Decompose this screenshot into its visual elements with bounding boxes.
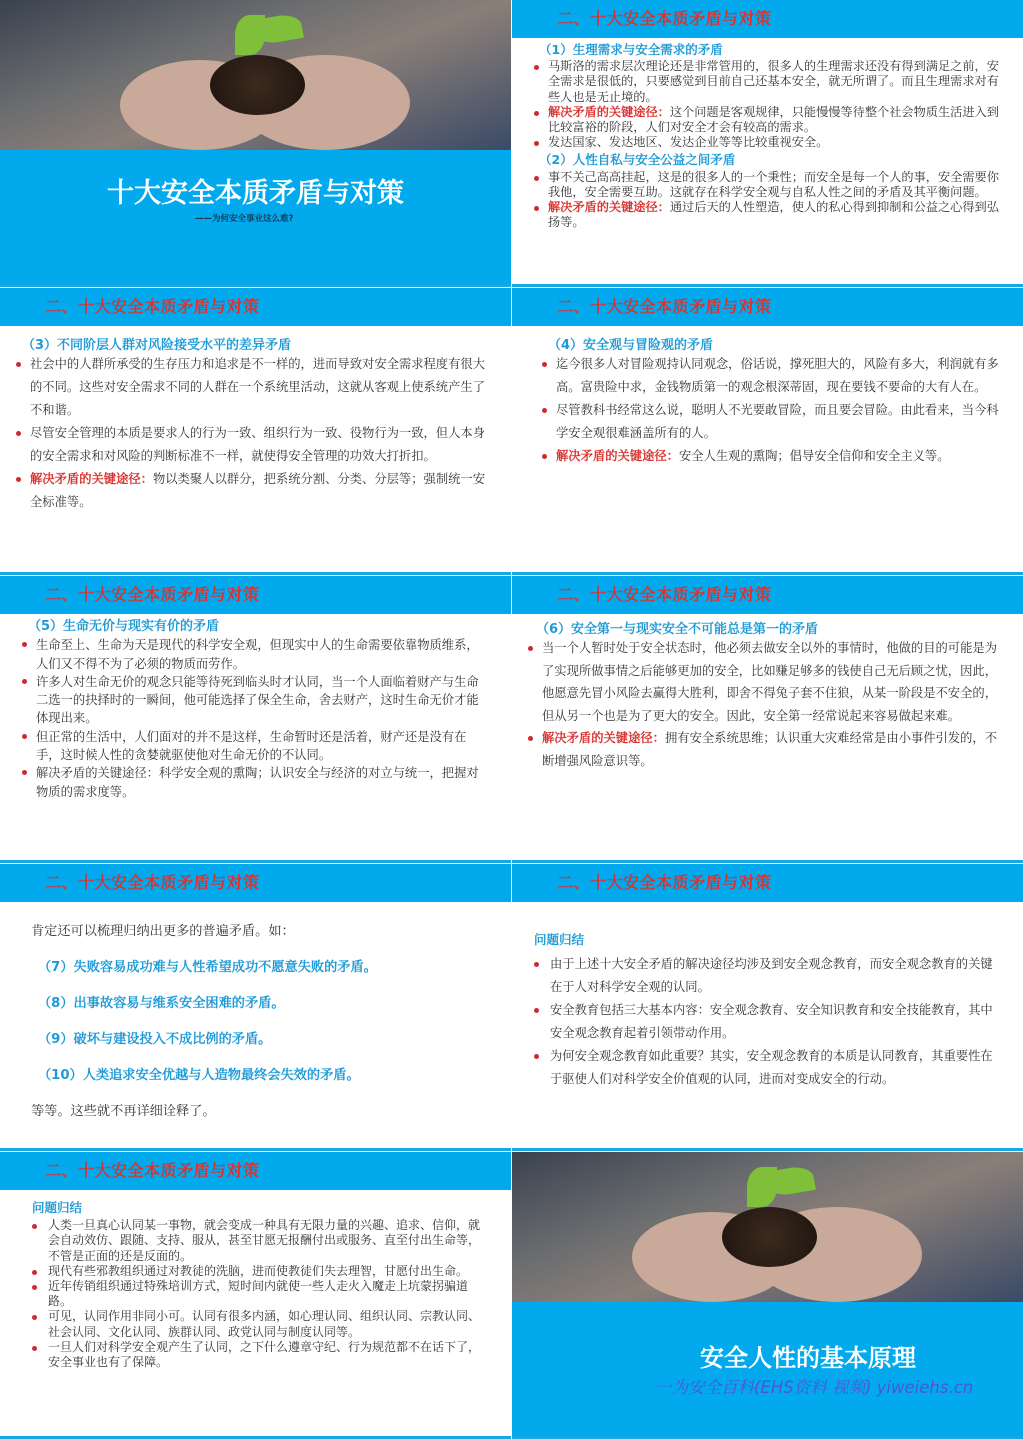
subheading: （1）生理需求与安全需求的矛盾 [539,42,723,57]
hands-seedling-photo [512,1152,1023,1302]
slide-title: 二、十大安全本质矛盾与对策 [45,1161,260,1180]
bullet: 但正常的生活中，人们面对的并不是这样，生命暂时还是活着，财产还是没有在手，这时候人性的贪婪就驱使他对生命无价的不认同。 [22,728,489,765]
cover-title: 十大安全本质矛盾与对策 [107,178,404,209]
bullet: 发达国家、发达地区、发达企业等等比较重视安全。 [534,135,1001,150]
bullet: 当一个人暂时处于安全状态时，他必须去做安全以外的事情时，他做的目的可能是为了实现所做事情之后能够更加的安全，比如赚足够多的钱使自己无后顾之忧，因此，他愿意先冒小风险去赢得大胜利，即舍不得兔子套不住狼，从某一阶段是不安全的，但从另一个也是为了更大的安全。因此，安全第一经常说起来容易做起来难。 [528,637,1001,727]
slide-cover [0,0,511,287]
subheading: 问题归结 [534,932,585,947]
bullet: 社会中的人群所承受的生存压力和追求是不一样的，进而导致对安全需求程度有很大的不同。这些对安全需求不同的人群在一个系统里活动，这就从客观上使系统产生了不和谐。 [16,353,489,422]
slide-summary-2 [0,1152,511,1439]
subheading: （4）安全观与冒险观的矛盾 [548,338,714,353]
hands-seedling-photo [0,0,511,150]
bullet: 解决矛盾的关键途径：安全人生观的熏陶；倡导安全信仰和安全主义等。 [542,445,1001,468]
watermark-text: 一为安全百科(EHS资料 视频) yiweiehs.cn [655,1378,974,1397]
slide-contradiction-4 [512,288,1023,575]
slide-title: 二、十大安全本质矛盾与对策 [557,9,772,28]
subheading: （5）生命无价与现实有价的矛盾 [28,619,220,634]
bullet: 解决矛盾的关键途径：通过后天的人性塑造，使人的私心得到抑制和公益之心得到弘扬等。 [534,200,1001,230]
slide-title: 二、十大安全本质矛盾与对策 [557,585,772,604]
slide-title: 二、十大安全本质矛盾与对策 [557,297,772,316]
slide-title: 二、十大安全本质矛盾与对策 [45,297,260,316]
bullet: 马斯洛的需求层次理论还是非常管用的，很多人的生理需求还没有得到满足之前，安全需求是很低的，只要感觉到目前自己还基本安全，就无所谓了。而且生理需求对有些人也是无止境的。 [534,59,1001,105]
slide-contradiction-6 [512,576,1023,863]
bullet: 尽管教科书经常这么说，聪明人不光要敢冒险，而且要会冒险。由此看来，当今科学安全观很难涵盖所有的人。 [542,399,1001,445]
bullet: 解决矛盾的关键途径：科学安全观的熏陶；认识安全与经济的对立与统一，把握对物质的需求度等。 [22,764,489,801]
subheading: 问题归结 [32,1200,83,1215]
bullet: 由于上述十大安全矛盾的解决途径均涉及到安全观念教育，而安全观念教育的关键在于人对科学安全观的认同。 [534,953,1001,999]
end-title: 安全人性的基本原理 [700,1344,916,1372]
bullet: 解决矛盾的关键途径：这个问题是客观规律，只能慢慢等待整个社会物质生活进入到比较富裕的阶段，人们对安全才会有较高的需求。 [534,105,1001,135]
bullet: 可见，认同作用非同小可。认同有很多内涵，如心理认同、组织认同、宗教认同、社会认同、文化认同、族群认同、政党认同与制度认同等。 [32,1309,489,1339]
outro-text: 等等。这些就不再详细诠释了。 [31,1104,216,1119]
bullet: 生命至上、生命为天是现代的科学安全观，但现实中人的生命需要依靠物质维系，人们又不得不为了必须的物质而劳作。 [22,636,489,673]
subheading: （2）人性自私与安全公益之间矛盾 [539,152,736,168]
cover-subtitle: ——为何安全事业这么难? [195,214,294,224]
bullet: 解决矛盾的关键途径：物以类聚人以群分，把系统分割、分类、分层等；强制统一安全标准等。 [16,468,489,514]
intro-text: 肯定还可以梳理归纳出更多的普遍矛盾。如： [31,924,295,939]
bullet: 现代有些邪教组织通过对教徒的洗脑，进而使教徒们失去理智，甘愿付出生命。 [32,1264,489,1279]
bullet: 解决矛盾的关键途径：拥有安全系统思维；认识重大灾难经常是由小事件引发的，不断增强风险意识等。 [528,727,1001,772]
contradiction-8: （8）出事故容易与维系安全困难的矛盾。 [38,996,285,1011]
contradiction-7: （7）失败容易成功难与人性希望成功不愿意失败的矛盾。 [38,960,377,975]
slide-title: 二、十大安全本质矛盾与对策 [45,873,260,892]
slide-contradiction-5 [0,576,511,863]
slide-contradiction-3 [0,288,511,575]
slide-title: 二、十大安全本质矛盾与对策 [45,585,260,604]
slide-title: 二、十大安全本质矛盾与对策 [557,873,772,892]
bullet: 安全教育包括三大基本内容：安全观念教育、安全知识教育和安全技能教育，其中安全观念教育起着引领带动作用。 [534,999,1001,1045]
bullet: 一旦人们对科学安全观产生了认同，之下什么遵章守纪、行为规范都不在话下了，安全事业也有了保障。 [32,1340,489,1370]
subheading: （3）不同阶层人群对风险接受水平的差异矛盾 [22,338,292,353]
bullet: 为何安全观念教育如此重要？其实，安全观念教育的本质是认同教育，其重要性在于驱使人们对科学安全价值观的认同，进而对变成安全的行动。 [534,1045,1001,1091]
slide-contradictions-1-2 [512,0,1023,287]
subheading: （6）安全第一与现实安全不可能总是第一的矛盾 [536,622,819,637]
bullet: 许多人对生命无价的观念只能等待死到临头时才认同，当一个人面临着财产与生命二选一的抉择时的一瞬间，他可能选择了保全生命，舍去财产，这时生命无价才能体现出来。 [22,673,489,728]
slide-summary-1 [512,864,1023,1151]
bullet: 事不关己高高挂起，这是的很多人的一个秉性；而安全是每一个人的事，安全需要你我他，安全需要互助。这就存在科学安全观与自私人性之间的矛盾及其平衡问题。 [534,170,1001,200]
contradiction-10: （10）人类追求安全优越与人造物最终会失效的矛盾。 [38,1068,360,1083]
bullet: 迄今很多人对冒险观持认同观念，俗话说，撑死胆大的，风险有多大，利润就有多高。富贵险中求，金钱物质第一的观念根深蒂固，现在要钱不要命的大有人在。 [542,353,1001,399]
contradiction-9: （9）破坏与建设投入不成比例的矛盾。 [38,1032,272,1047]
bullet: 尽管安全管理的本质是要求人的行为一致、组织行为一致、役物行为一致，但人本身的安全需求和对风险的判断标准不一样，就使得安全管理的功效大打折扣。 [16,422,489,468]
slide-contradictions-7-10 [0,864,511,1151]
bullet: 近年传销组织通过特殊培训方式，短时间内就使一些人走火入魔走上坑蒙拐骗道路。 [32,1279,489,1309]
bullet: 人类一旦真心认同某一事物，就会变成一种具有无限力量的兴趣、追求、信仰，就会自动效仿、跟随、支持、服从，甚至甘愿无报酬付出或服务、直至付出生命等，不管是正面的还是反面的。 [32,1218,489,1264]
